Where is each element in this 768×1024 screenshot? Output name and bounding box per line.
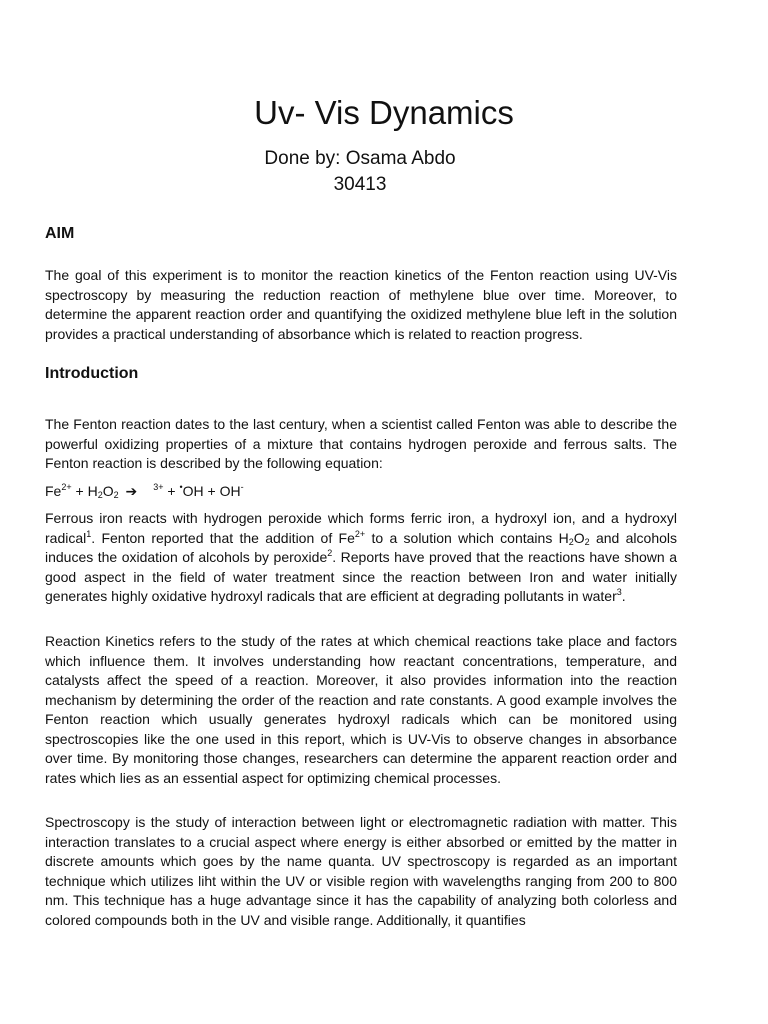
equation-h-subscript: 2 [97, 490, 103, 500]
ferrous-text-5: and alcohols induces the oxidation of alcohols by peroxide [45, 529, 678, 565]
ferrous-text-4: O [573, 529, 585, 546]
equation-radical-dot: • [179, 482, 183, 492]
equation-oh-minus: - [240, 482, 244, 492]
ferrous-text-6: . Reports have proved that the reactions have shown a good aspect in the field of water treatment since the reaction between Iron and water initially generates highly oxidative hydroxyl radicals that are efficient at degrading pollutants in water [45, 549, 677, 604]
aim-paragraph: The goal of this experiment is to monitor the reaction kinetics of the Fenton reaction using UV-Vis spectroscopy by measuring the reduction reaction of methylene blue over time. Moreover, to determine the apparent reaction order and quantifying the oxidized methylene blue left in the solution provides a practical understanding of absorbance which is related to reaction progress. [45, 267, 677, 342]
equation-o: O [102, 483, 114, 499]
equation-oh: OH + OH [182, 483, 241, 499]
equation-fe-charge: 2+ [61, 482, 72, 492]
student-id: 30413 [333, 174, 387, 195]
kinetics-paragraph: Reaction Kinetics refers to the study of the rates at which chemical reactions take place and factors which influence them. It involves understanding how reactant concentrations, temperature, and catalysts affect the speed of a reaction. Moreover, it also provides information into the reaction mechanism by determining the order of the reaction and rate constants. A good example involves the Fenton reaction which usually generates hydroxyl radicals which can be monitored using spectroscopies like the one used in this report, which is UV-Vis to observe changes in absorbance over time. By monitoring those changes, researchers can determine the apparent reaction order and rates which lies as an essential aspect for optimizing chemical processes. [45, 633, 677, 786]
equation-plus-h: + H [71, 483, 98, 499]
document-title: Uv- Vis Dynamics [254, 94, 514, 131]
ferrous-text-7: . [621, 588, 626, 604]
reference-3: 3 [616, 587, 622, 597]
h-subscript: 2 [568, 536, 574, 547]
ferrous-paragraph [45, 509, 677, 607]
intro-paragraph: The Fenton reaction dates to the last century, when a scientist called Fenton was able to describe the powerful oxidizing properties of a mixture that contains hydrogen peroxide and ferrous salts. The Fenton reaction is described by the following equation: [45, 416, 677, 471]
fenton-equation [45, 482, 677, 502]
reaction-arrow-icon: ➔ [125, 483, 138, 499]
equation-plus: + [163, 483, 180, 499]
equation-o-subscript: 2 [113, 490, 119, 500]
ferrous-text-3: to a solution which contains H [365, 529, 569, 546]
spectroscopy-paragraph: Spectroscopy is the study of interaction between light or electromagnetic radiation with matter. This interaction translates to a crucial aspect where energy is either absorbed or emitted by the matter in discrete amounts which goes by the name quanta. UV spectroscopy is regarded as an important technique which utilizes liht within the UV or visible region with wavelengths ranging from 200 to 800 nm. This technique has a huge advantage since it has the capability of analyzing both colorless and colored compounds both in the UV and visible range. Additionally, it quantifies [45, 814, 677, 928]
fe-charge: 2+ [354, 528, 366, 539]
reference-1: 1 [86, 528, 92, 539]
equation-product-charge: 3+ [153, 482, 164, 492]
ferrous-text-1: Ferrous iron reacts with hydrogen peroxide which forms ferric iron, a hydroxyl ion, and a hydroxyl radical [45, 510, 677, 546]
aim-heading: AIM [45, 225, 75, 242]
author-line: Done by: Osama Abdo [264, 148, 456, 169]
o-subscript: 2 [584, 536, 590, 547]
equation-fe: Fe [45, 483, 62, 499]
ferrous-text-2: . Fenton reported that the addition of Fe [91, 529, 355, 546]
introduction-heading: Introduction [45, 365, 139, 382]
reference-2: 2 [327, 548, 333, 558]
